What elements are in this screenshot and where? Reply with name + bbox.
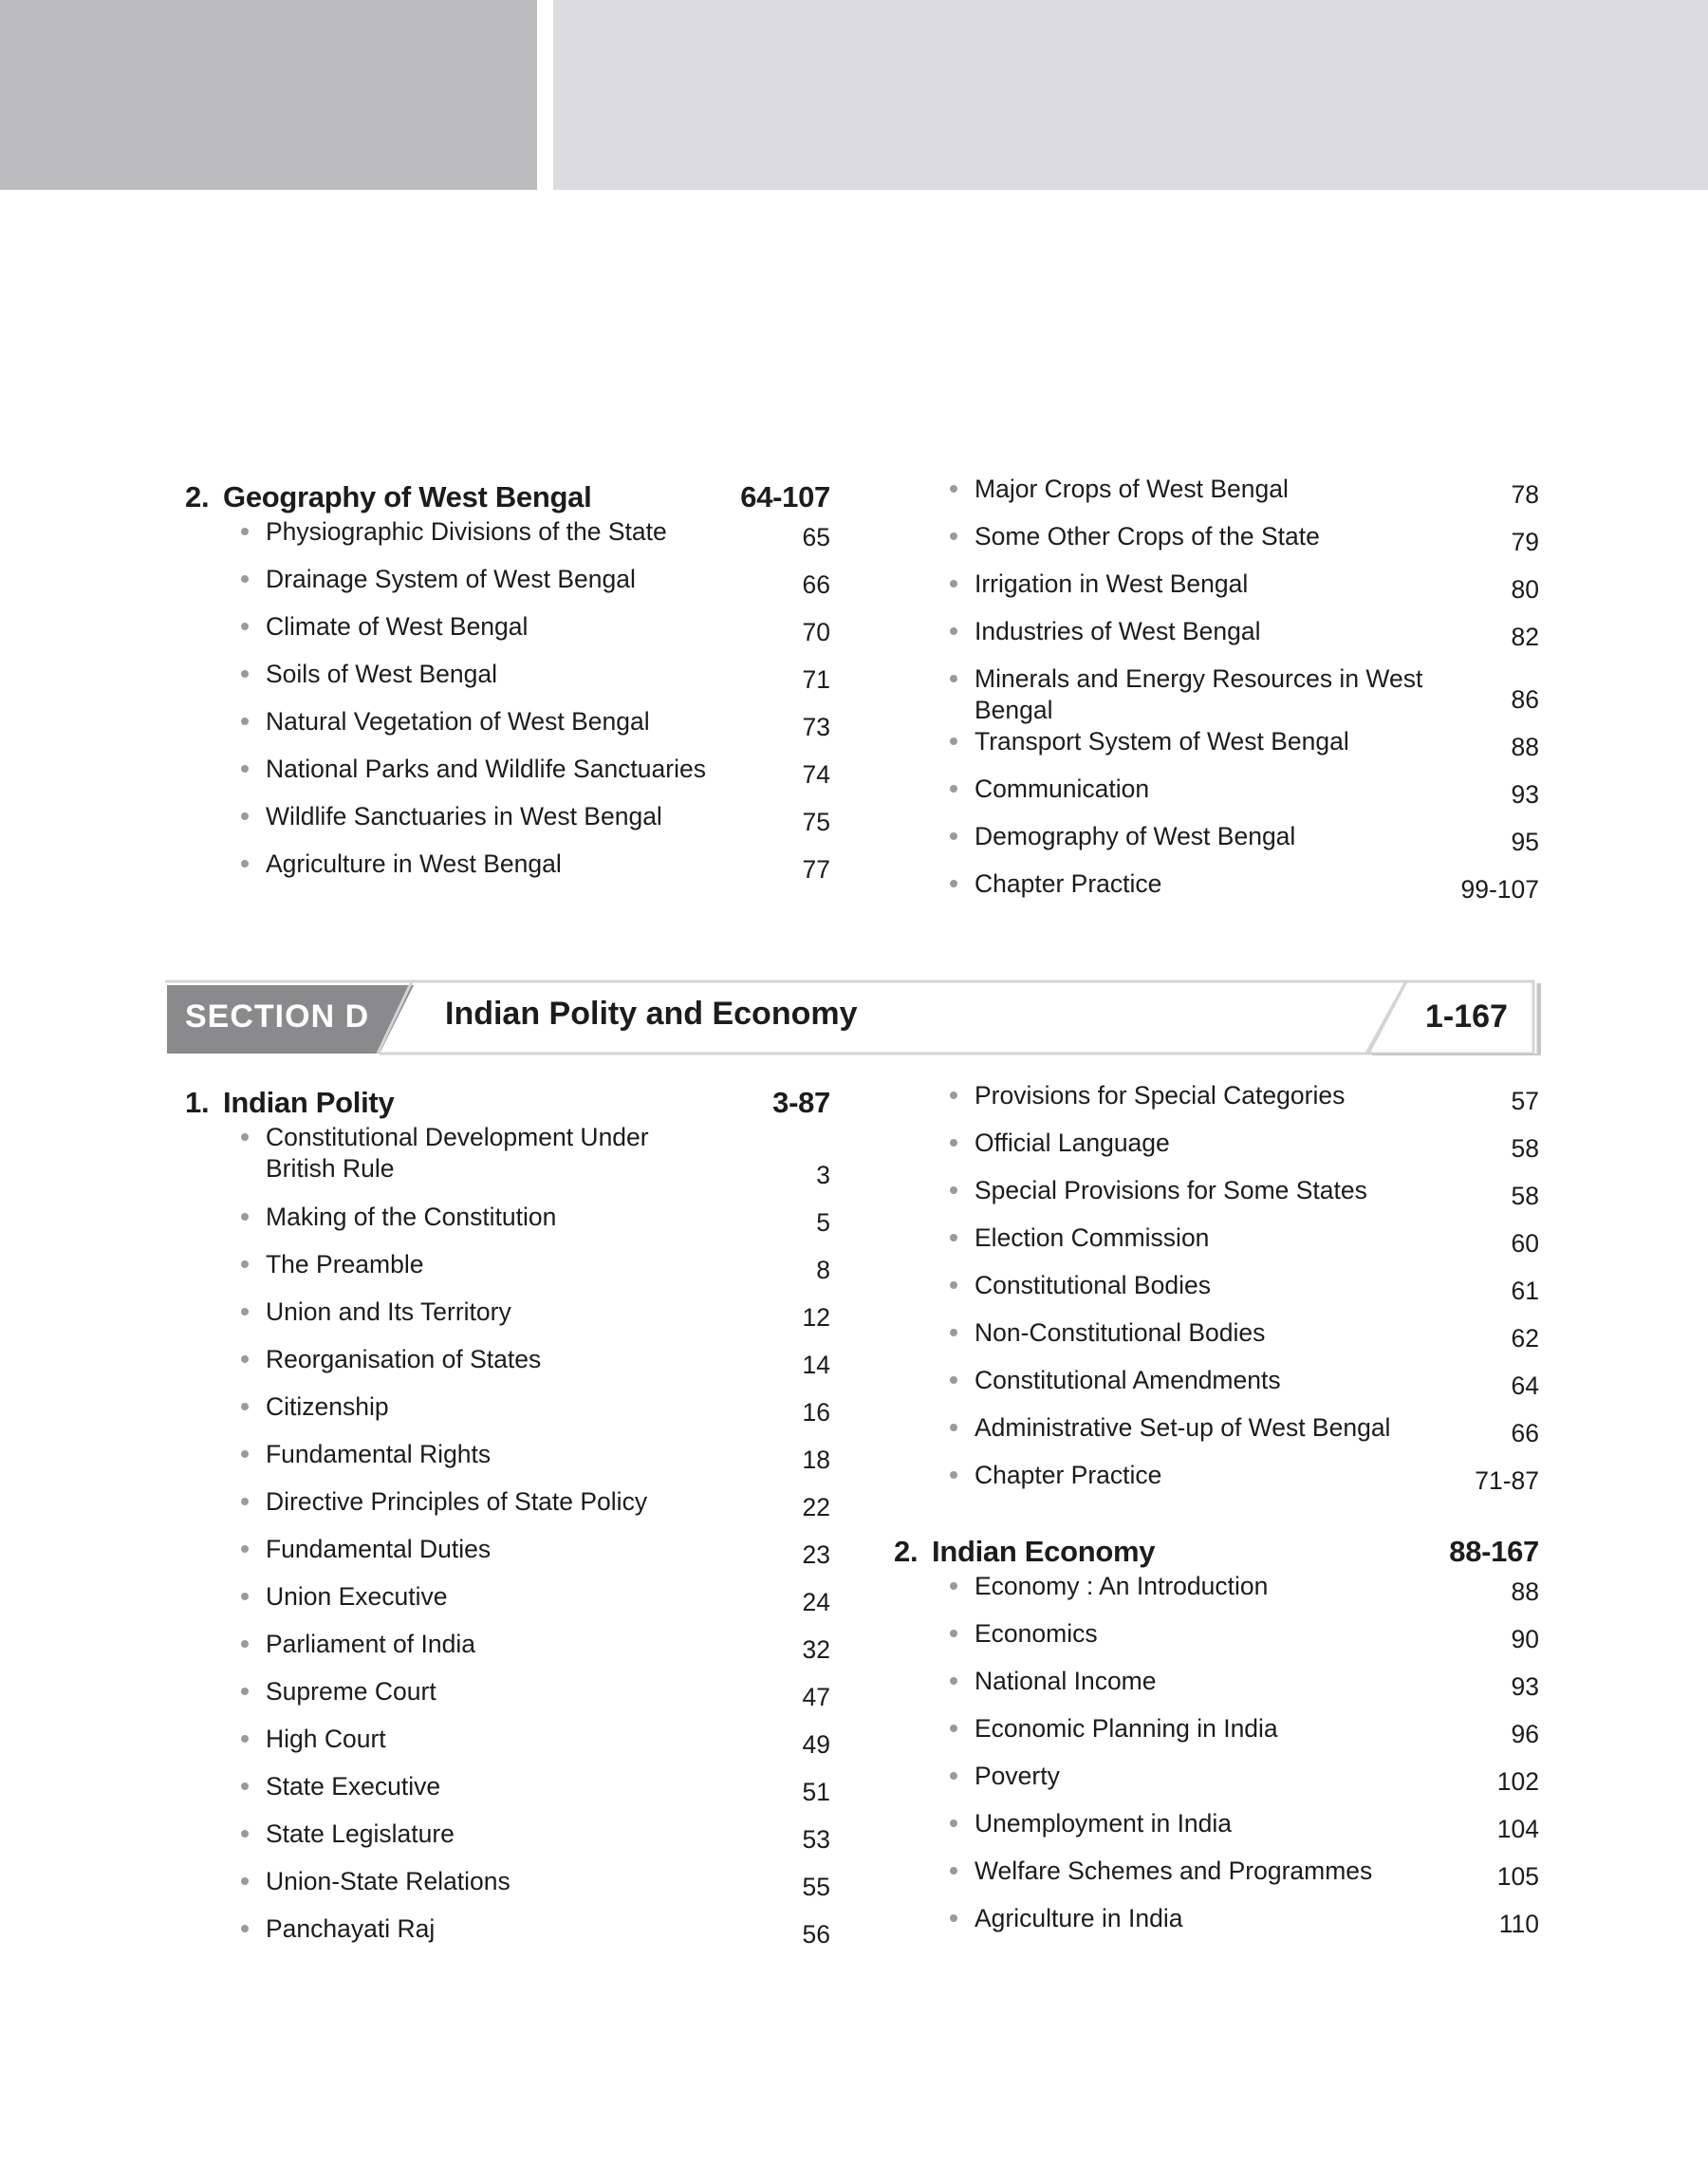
entry-title: State Legislature — [266, 1819, 455, 1848]
chapter-pages: 64-107 — [740, 480, 830, 513]
entry-title: National Income — [975, 1667, 1157, 1695]
section-label: SECTION D — [185, 998, 370, 1035]
bullet-icon — [950, 485, 957, 493]
bullet-icon — [950, 627, 957, 635]
entry-page: 53 — [802, 1825, 830, 1854]
toc-entry[interactable] — [894, 1270, 1539, 1317]
chapter-number: 2. — [185, 480, 210, 513]
toc-entry[interactable] — [185, 754, 830, 801]
toc-entry[interactable] — [894, 1317, 1539, 1365]
entry-title: Welfare Schemes and Programmes — [975, 1856, 1373, 1885]
bullet-icon — [950, 1424, 957, 1431]
entry-title: Wildlife Sanctuaries in West Bengal — [266, 802, 662, 830]
entry-page: 51 — [802, 1778, 830, 1806]
bullet-icon — [950, 1914, 957, 1922]
entry-title: Union-State Relations — [266, 1867, 511, 1895]
toc-geography-left — [185, 475, 830, 896]
toc-entry[interactable] — [185, 849, 830, 896]
entry-title: Industries of West Bengal — [975, 617, 1261, 645]
toc-entry[interactable] — [894, 1903, 1539, 1950]
bullet-icon — [950, 1092, 957, 1099]
entry-page: 66 — [802, 570, 830, 599]
bullet-icon — [241, 1782, 249, 1790]
entry-page: 105 — [1496, 1862, 1539, 1891]
section-title: Indian Polity and Economy — [445, 996, 858, 1032]
entry-page: 8 — [816, 1256, 830, 1284]
entry-page: 18 — [802, 1446, 830, 1474]
toc-entry[interactable] — [185, 1629, 830, 1676]
toc-entry[interactable] — [185, 1486, 830, 1534]
toc-entry[interactable] — [185, 564, 830, 611]
entry-title: Administrative Set-up of West Bengal — [975, 1413, 1391, 1442]
entry-title: National Parks and Wildlife Sanctuaries — [266, 755, 706, 783]
entry-title: Constitutional Bodies — [975, 1271, 1211, 1299]
toc-entry[interactable] — [894, 616, 1539, 663]
entry-title: Chapter Practice — [975, 1461, 1162, 1489]
toc-entry[interactable] — [185, 801, 830, 849]
bullet-icon — [241, 1213, 249, 1221]
entry-title: Soils of West Bengal — [266, 660, 498, 688]
bullet-icon — [241, 1355, 249, 1363]
entry-title: Major Crops of West Bengal — [975, 475, 1289, 503]
bullet-icon — [950, 1376, 957, 1384]
entry-title: Union and Its Territory — [266, 1297, 511, 1326]
bullet-icon — [950, 532, 957, 540]
header-band-left — [0, 0, 537, 190]
toc-entry[interactable] — [894, 1856, 1539, 1903]
entry-title: Special Provisions for Some States — [975, 1176, 1367, 1204]
entry-title: Natural Vegetation of West Bengal — [266, 707, 650, 736]
chapter-heading[interactable] — [185, 475, 830, 516]
toc-entry[interactable] — [894, 1222, 1539, 1270]
entry-title: Some Other Crops of the State — [975, 522, 1320, 550]
entry-title: Citizenship — [266, 1392, 389, 1421]
entry-page: 96 — [1511, 1720, 1539, 1748]
toc-entry[interactable] — [894, 1175, 1539, 1222]
entry-title: Economic Planning in India — [975, 1714, 1278, 1743]
toc-entry[interactable] — [185, 1122, 830, 1202]
chapter-number: 1. — [185, 1086, 210, 1119]
toc-entry[interactable] — [185, 1297, 830, 1344]
entry-title: Supreme Court — [266, 1677, 436, 1706]
toc-entry[interactable] — [894, 1460, 1539, 1507]
toc-entry[interactable] — [894, 1128, 1539, 1175]
bullet-icon — [241, 1133, 249, 1141]
entry-title: Economy : An Introduction — [975, 1572, 1269, 1600]
toc-entry[interactable] — [185, 1439, 830, 1486]
toc-entry[interactable] — [894, 1666, 1539, 1713]
bullet-icon — [950, 1819, 957, 1827]
toc-entry[interactable] — [185, 1913, 830, 1961]
toc-entry[interactable] — [894, 1761, 1539, 1808]
bullet-icon — [241, 1877, 249, 1885]
bullet-icon — [241, 812, 249, 820]
bullet-icon — [241, 1593, 249, 1600]
entry-title: Reorganisation of States — [266, 1345, 542, 1373]
entry-title: High Court — [266, 1725, 386, 1753]
section-pages: 1-167 — [1425, 998, 1508, 1035]
bullet-icon — [950, 1630, 957, 1637]
entry-title: Unemployment in India — [975, 1809, 1233, 1838]
entry-title: State Executive — [266, 1772, 441, 1801]
bullet-icon — [241, 1403, 249, 1410]
entry-page: 60 — [1511, 1229, 1539, 1258]
bullet-icon — [950, 1186, 957, 1194]
bullet-icon — [241, 1688, 249, 1695]
bullet-icon — [241, 670, 249, 678]
entry-page: 110 — [1498, 1910, 1539, 1938]
topic-list — [185, 516, 830, 896]
toc-entry[interactable] — [185, 1249, 830, 1297]
toc-entry[interactable] — [894, 663, 1539, 726]
bullet-icon — [241, 1498, 249, 1505]
entry-page: 62 — [1511, 1324, 1539, 1353]
entry-page: 57 — [1511, 1087, 1539, 1115]
entry-page: 58 — [1511, 1134, 1539, 1163]
toc-entry[interactable] — [894, 474, 1539, 521]
bullet-icon — [241, 860, 249, 868]
entry-page: 55 — [802, 1873, 830, 1901]
entry-title: Climate of West Bengal — [266, 612, 529, 641]
entry-title: Drainage System of West Bengal — [266, 565, 636, 593]
toc-entry[interactable] — [185, 1676, 830, 1724]
entry-page: 64 — [1511, 1371, 1539, 1400]
entry-page: 14 — [802, 1351, 830, 1379]
entry-page: 99-107 — [1460, 875, 1539, 904]
entry-title: Directive Principles of State Policy — [266, 1487, 648, 1516]
entry-page: 102 — [1496, 1767, 1539, 1796]
entry-title: Poverty — [975, 1762, 1060, 1790]
entry-page: 12 — [802, 1303, 830, 1332]
entry-page: 5 — [816, 1208, 830, 1237]
bullet-icon — [950, 1281, 957, 1289]
chapter-title: Indian Polity — [223, 1086, 395, 1119]
bullet-icon — [950, 737, 957, 745]
chapter-title: Geography of West Bengal — [223, 480, 592, 513]
entry-page: 65 — [802, 523, 830, 551]
chapter-pages: 88-167 — [1449, 1535, 1539, 1568]
entry-page: 32 — [802, 1635, 830, 1664]
bullet-icon — [950, 1677, 957, 1685]
entry-page: 90 — [1511, 1625, 1539, 1653]
entry-page: 61 — [1511, 1277, 1539, 1305]
entry-page: 74 — [802, 760, 830, 789]
entry-page: 104 — [1496, 1815, 1539, 1843]
bullet-icon — [950, 1772, 957, 1780]
entry-page: 88 — [1511, 733, 1539, 761]
toc-entry[interactable] — [894, 1080, 1539, 1128]
toc-entry[interactable] — [185, 706, 830, 754]
entry-page: 79 — [1511, 528, 1539, 556]
entry-title: Parliament of India — [266, 1630, 475, 1658]
toc-entry[interactable] — [894, 1808, 1539, 1856]
toc-entry[interactable] — [894, 868, 1539, 916]
entry-page: 47 — [802, 1683, 830, 1711]
bullet-icon — [950, 1471, 957, 1479]
entry-page: 58 — [1511, 1182, 1539, 1210]
chapter-title: Indian Economy — [932, 1535, 1156, 1568]
bullet-icon — [950, 580, 957, 588]
bullet-icon — [950, 1234, 957, 1241]
toc-entry[interactable] — [894, 1618, 1539, 1666]
bullet-icon — [241, 765, 249, 773]
entry-page: 22 — [802, 1493, 830, 1521]
entry-page: 80 — [1511, 575, 1539, 604]
entry-title: Agriculture in India — [975, 1904, 1183, 1932]
bullet-icon — [241, 1830, 249, 1838]
toc-entry[interactable] — [894, 1571, 1539, 1618]
bullet-icon — [241, 575, 249, 583]
bullet-icon — [950, 1725, 957, 1732]
entry-page: 73 — [802, 713, 830, 741]
toc-entry[interactable] — [185, 1724, 830, 1771]
entry-title: Physiographic Divisions of the State — [266, 517, 667, 546]
entry-page: 56 — [802, 1920, 830, 1949]
entry-title: Minerals and Energy Resources in West Bengal — [975, 664, 1423, 724]
toc-entry[interactable] — [894, 726, 1539, 774]
toc-polity-left — [185, 1080, 830, 1961]
entry-title: Fundamental Duties — [266, 1535, 492, 1563]
entry-title: Panchayati Raj — [266, 1914, 436, 1943]
entry-title: Fundamental Rights — [266, 1440, 492, 1468]
toc-entry[interactable] — [894, 569, 1539, 616]
entry-page: 86 — [1511, 685, 1539, 714]
toc-entry[interactable] — [894, 1713, 1539, 1761]
entry-page: 93 — [1511, 1672, 1539, 1701]
entry-title: Agriculture in West Bengal — [266, 849, 562, 878]
entry-page: 78 — [1511, 480, 1539, 509]
bullet-icon — [950, 1139, 957, 1147]
toc-entry[interactable] — [185, 1202, 830, 1249]
bullet-icon — [241, 1925, 249, 1932]
entry-page: 71-87 — [1475, 1466, 1539, 1495]
chapter-number: 2. — [894, 1535, 919, 1568]
entry-title: The Preamble — [266, 1250, 424, 1278]
toc-entry[interactable] — [185, 1771, 830, 1819]
entry-title: Economics — [975, 1619, 1098, 1648]
bullet-icon — [950, 675, 957, 682]
topic-list — [894, 474, 1539, 916]
entry-page: 93 — [1511, 780, 1539, 809]
toc-entry[interactable] — [894, 1365, 1539, 1412]
bullet-icon — [241, 1735, 249, 1743]
entry-page: 23 — [802, 1540, 830, 1569]
toc-entry[interactable] — [894, 521, 1539, 569]
toc-polity-right — [894, 1080, 1539, 1950]
toc-entry[interactable] — [185, 1534, 830, 1581]
bullet-icon — [950, 832, 957, 840]
entry-page: 66 — [1511, 1419, 1539, 1447]
entry-title: Constitutional Development Under British Rule — [266, 1123, 649, 1183]
bullet-icon — [950, 1582, 957, 1590]
bullet-icon — [241, 1308, 249, 1315]
toc-entry[interactable] — [185, 1819, 830, 1866]
entry-title: Non-Constitutional Bodies — [975, 1318, 1266, 1347]
entry-title: Irrigation in West Bengal — [975, 569, 1249, 598]
entry-title: Provisions for Special Categories — [975, 1081, 1346, 1110]
bullet-icon — [950, 1329, 957, 1336]
entry-title: Transport System of West Bengal — [975, 727, 1349, 756]
toc-entry[interactable] — [894, 774, 1539, 821]
entry-page: 88 — [1511, 1577, 1539, 1606]
toc-geography-right — [894, 474, 1539, 916]
entry-page: 24 — [802, 1588, 830, 1616]
entry-title: Election Commission — [975, 1223, 1210, 1252]
entry-page: 71 — [802, 665, 830, 694]
entry-page: 16 — [802, 1398, 830, 1427]
toc-entry[interactable] — [185, 1581, 830, 1629]
toc-entry[interactable] — [185, 659, 830, 706]
entry-page: 3 — [816, 1161, 830, 1189]
entry-page: 70 — [802, 618, 830, 646]
entry-title: Making of the Constitution — [266, 1203, 557, 1231]
topic-list — [894, 1080, 1539, 1507]
section-banner — [163, 980, 1541, 1055]
bullet-icon — [241, 1640, 249, 1648]
entry-title: Constitutional Amendments — [975, 1366, 1281, 1394]
bullet-icon — [950, 1867, 957, 1875]
entry-page: 95 — [1511, 828, 1539, 856]
entry-page: 82 — [1511, 623, 1539, 651]
toc-entry[interactable] — [894, 1412, 1539, 1460]
chapter-heading[interactable] — [894, 1529, 1539, 1571]
toc-entry[interactable] — [185, 611, 830, 659]
header-band-right — [553, 0, 1708, 190]
entry-title: Chapter Practice — [975, 869, 1162, 898]
bullet-icon — [241, 1545, 249, 1553]
bullet-icon — [241, 1260, 249, 1268]
toc-entry[interactable] — [894, 821, 1539, 868]
bullet-icon — [241, 528, 249, 535]
toc-entry[interactable] — [185, 1391, 830, 1439]
entry-title: Communication — [975, 774, 1150, 803]
chapter-pages: 3-87 — [772, 1086, 830, 1119]
topic-list — [894, 1571, 1539, 1950]
entry-title: Official Language — [975, 1129, 1170, 1157]
topic-list — [185, 1122, 830, 1961]
bullet-icon — [241, 623, 249, 630]
chapter-heading[interactable] — [185, 1080, 830, 1122]
entry-title: Demography of West Bengal — [975, 822, 1296, 850]
toc-entry[interactable] — [185, 516, 830, 564]
toc-entry[interactable] — [185, 1344, 830, 1391]
bullet-icon — [241, 1450, 249, 1458]
bullet-icon — [950, 785, 957, 793]
bullet-icon — [241, 718, 249, 725]
toc-entry[interactable] — [185, 1866, 830, 1913]
bullet-icon — [950, 880, 957, 887]
entry-title: Union Executive — [266, 1582, 448, 1611]
entry-page: 77 — [802, 855, 830, 884]
entry-page: 75 — [802, 808, 830, 836]
entry-page: 49 — [802, 1730, 830, 1759]
